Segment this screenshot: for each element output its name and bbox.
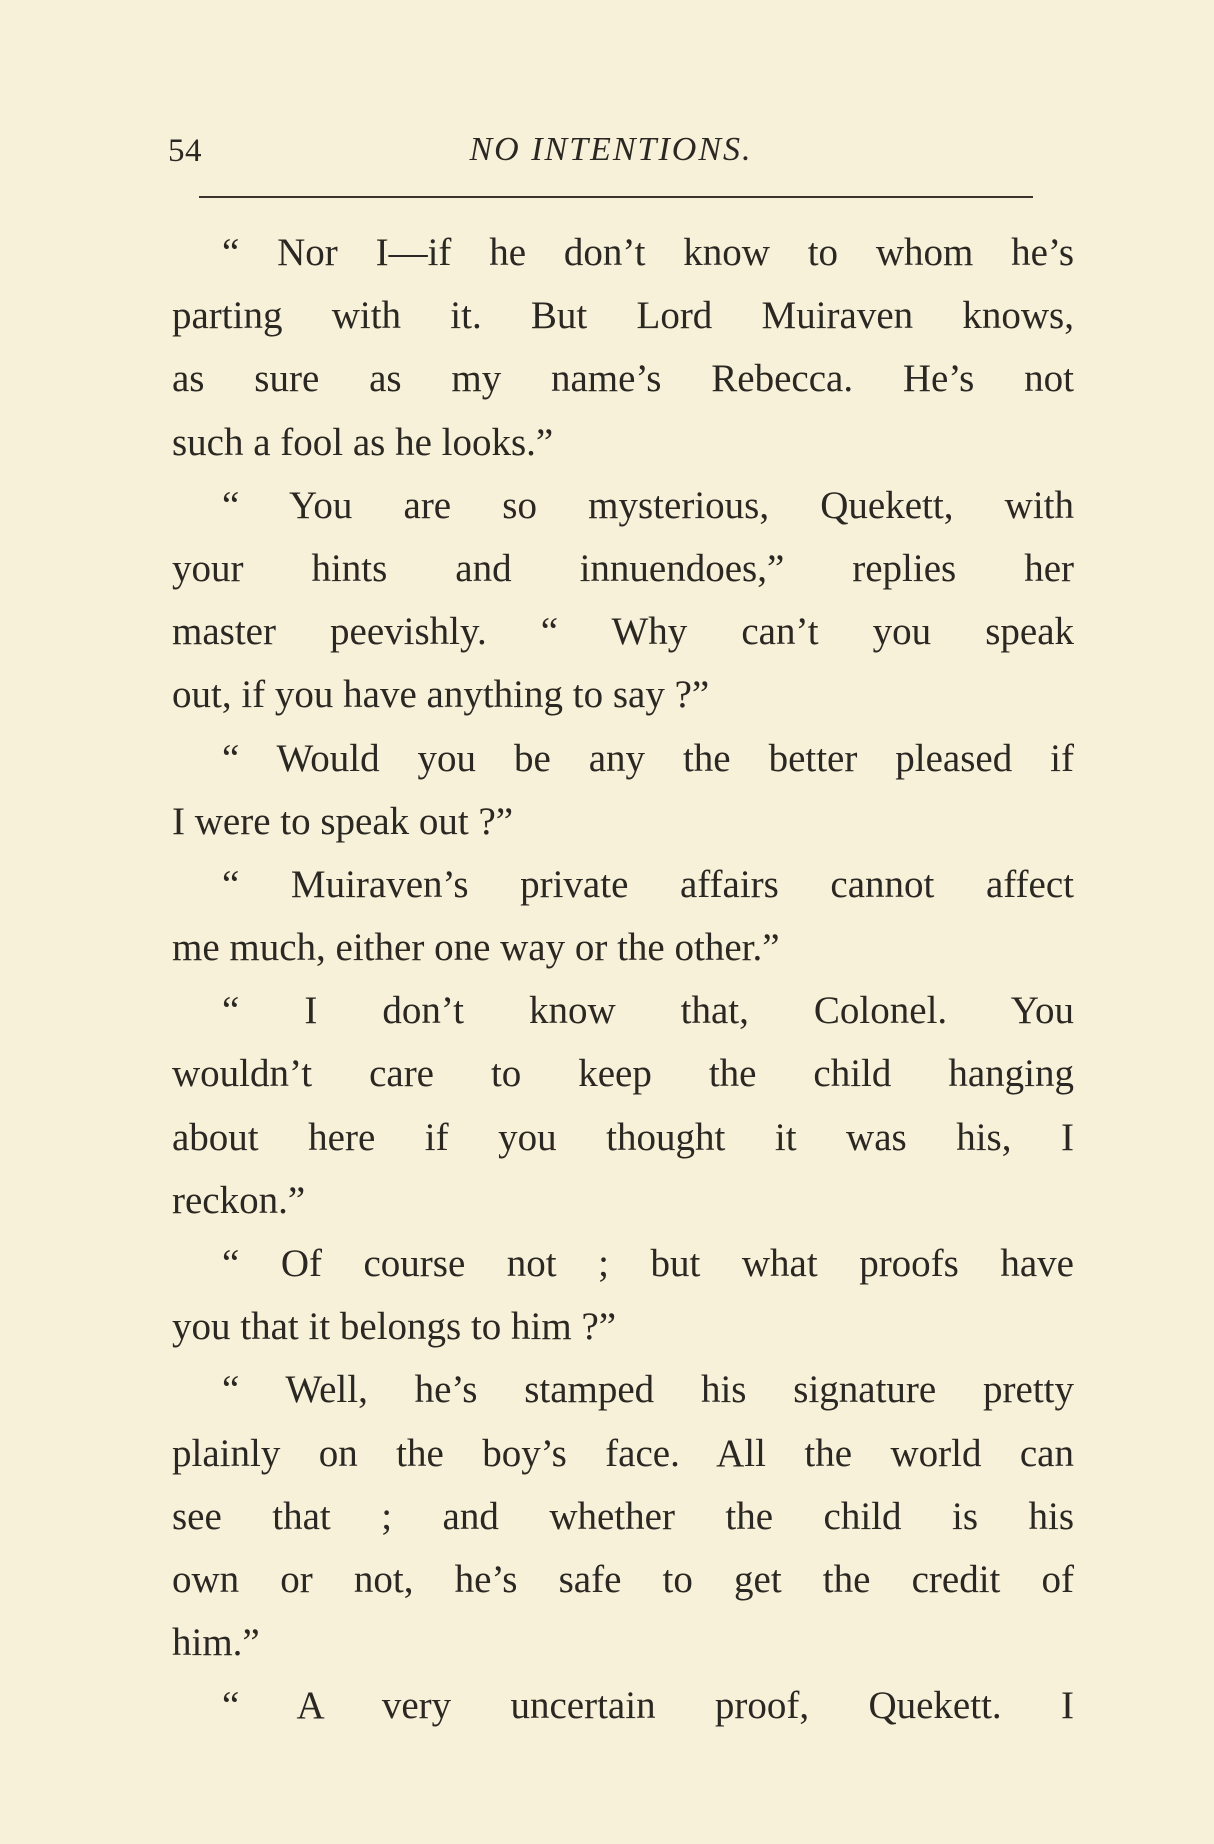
- text-line: your hints and innuendoes,” replies her: [172, 546, 1074, 590]
- text-line: “ Muiraven’s private affairs cannot affect: [222, 862, 1074, 906]
- text-line: “ I don’t know that, Colonel. You: [222, 989, 1074, 1033]
- text-line: about here if you thought it was his, I: [172, 1115, 1074, 1159]
- text-line: see that ; and whether the child is his: [172, 1494, 1074, 1538]
- text-line: “ Would you be any the better pleased if: [222, 736, 1074, 780]
- text-line: I were to speak out ?”: [172, 799, 514, 843]
- text-line: out, if you have anything to say ?”: [172, 673, 710, 717]
- text-line: “ Nor I—if he don’t know to whom he’s: [222, 231, 1074, 274]
- text-line: “ You are so mysterious, Quekett, with: [222, 483, 1074, 527]
- text-line: plainly on the boy’s face. All the world can: [172, 1431, 1074, 1475]
- text-line: master peevishly. “ Why can’t you speak: [172, 610, 1074, 654]
- running-title: NO INTENTIONS.: [469, 131, 753, 168]
- text-line: “ Well, he’s stamped his signature pretty: [222, 1368, 1074, 1412]
- text-line: own or not, he’s safe to get the credit of: [172, 1557, 1074, 1601]
- text-line: “ A very uncertain proof, Quekett. I: [222, 1684, 1074, 1728]
- text-line: reckon.”: [172, 1178, 306, 1222]
- header-rule: [199, 196, 1033, 198]
- text-line: parting with it. But Lord Muiraven knows,: [172, 294, 1074, 338]
- text-line: him.”: [172, 1621, 260, 1665]
- page-number: 54: [168, 133, 202, 169]
- text-line: wouldn’t care to keep the child hanging: [172, 1052, 1074, 1096]
- page-header: [168, 125, 1034, 181]
- text-line: you that it belongs to him ?”: [172, 1305, 617, 1349]
- text-line: “ Of course not ; but what proofs have: [222, 1242, 1074, 1285]
- text-line: as sure as my name’s Rebecca. He’s not: [172, 357, 1074, 401]
- text-line: such a fool as he looks.”: [172, 420, 554, 464]
- text-line: me much, either one way or the other.”: [172, 926, 780, 970]
- body-text: [172, 221, 1074, 1738]
